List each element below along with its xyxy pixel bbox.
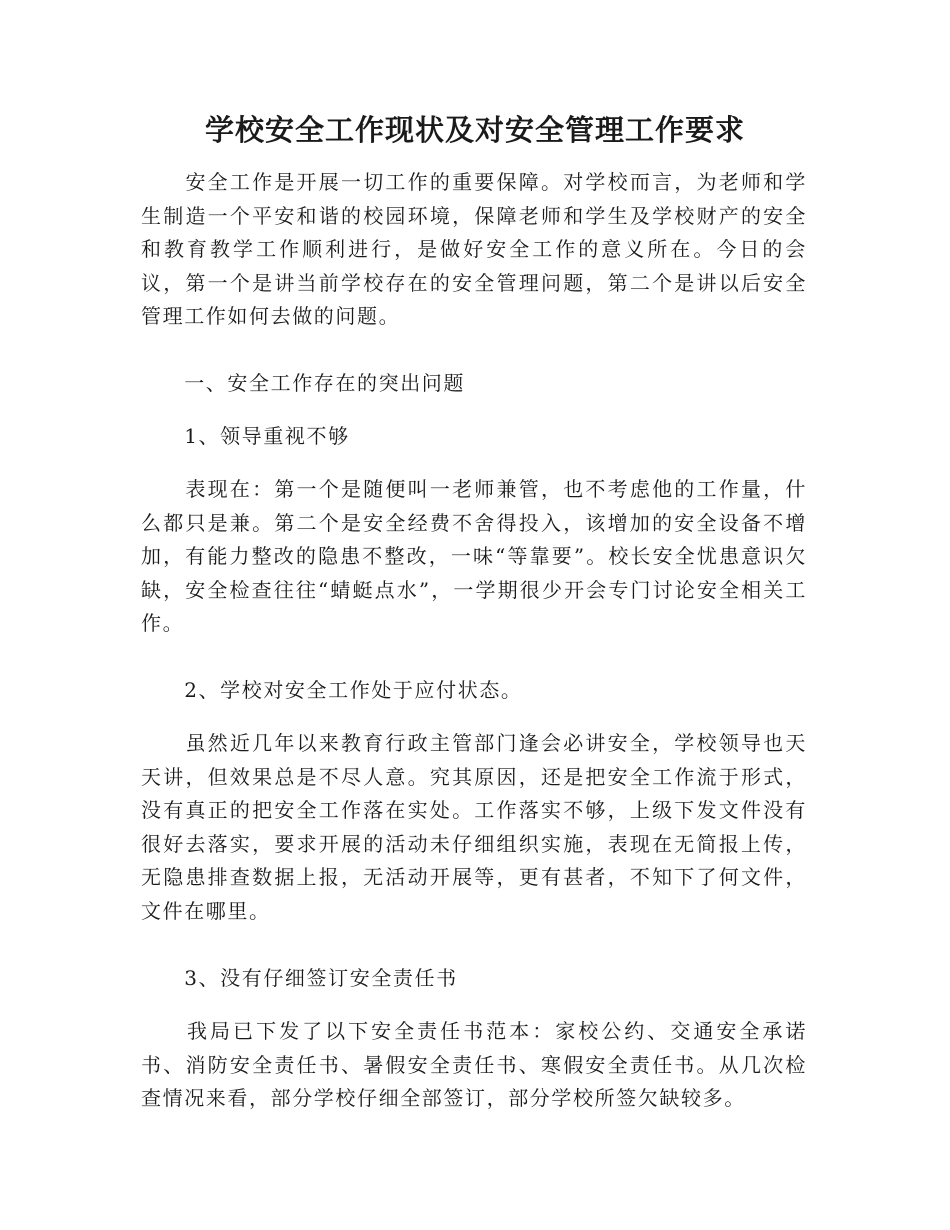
paragraph-intro: 安全工作是开展一切工作的重要保障。对学校而言，为老师和学生制造一个平安和谐的校园环境，保障老师和学生及学校财产的安全和教育教学工作顺利进行，是做好安全工作的意义所在。今日的会议，第一个是讲当前学校存在的安全管理问题，第二个是讲以后安全管理工作如何去做的问题。 (141, 170, 807, 328)
document-title: 学校安全工作现状及对安全管理工作要求 (204, 113, 745, 147)
paragraph-responsibility: 我局已下发了以下安全责任书范本：家校公约、交通安全承诺书、消防安全责任书、暑假安全责任书、寒假安全责任书。从几次检查情况来看，部分学校仔细全部签订，部分学校所签欠缺较多。 (141, 1019, 807, 1110)
section-heading-1: 一、安全工作存在的突出问题 (141, 371, 465, 395)
paragraph-response-state: 虽然近几年以来教育行政主管部门逢会必讲安全，学校领导也天天讲，但效果总是不尽人意。究其原因，还是把安全工作流于形式，没有真正的把安全工作落在实处。工作落实不够，上级下发文件没有很好去落实，要求开展的活动未仔细组织实施，表现在无简报上传，无隐患排查数据上报，无活动开展等，更有甚者，不知下了何文件，文件在哪里。 (141, 731, 807, 923)
paragraph-leadership: 表现在：第一个是随便叫一老师兼管，也不考虑他的工作量，什么都只是兼。第二个是安全经费不舍得投入，该增加的安全设备不增加，有能力整改的隐患不整改，一味“等靠要”。校长安全忧患意识欠缺，安全检查往往“蜻蜓点水”，一学期很少开会专门讨论安全相关工作。 (141, 477, 807, 635)
subheading-3: 3、没有仔细签订安全责任书 (141, 966, 458, 990)
subheading-2: 2、学校对安全工作处于应付状态。 (141, 678, 523, 702)
subheading-1: 1、领导重视不够 (141, 424, 350, 448)
